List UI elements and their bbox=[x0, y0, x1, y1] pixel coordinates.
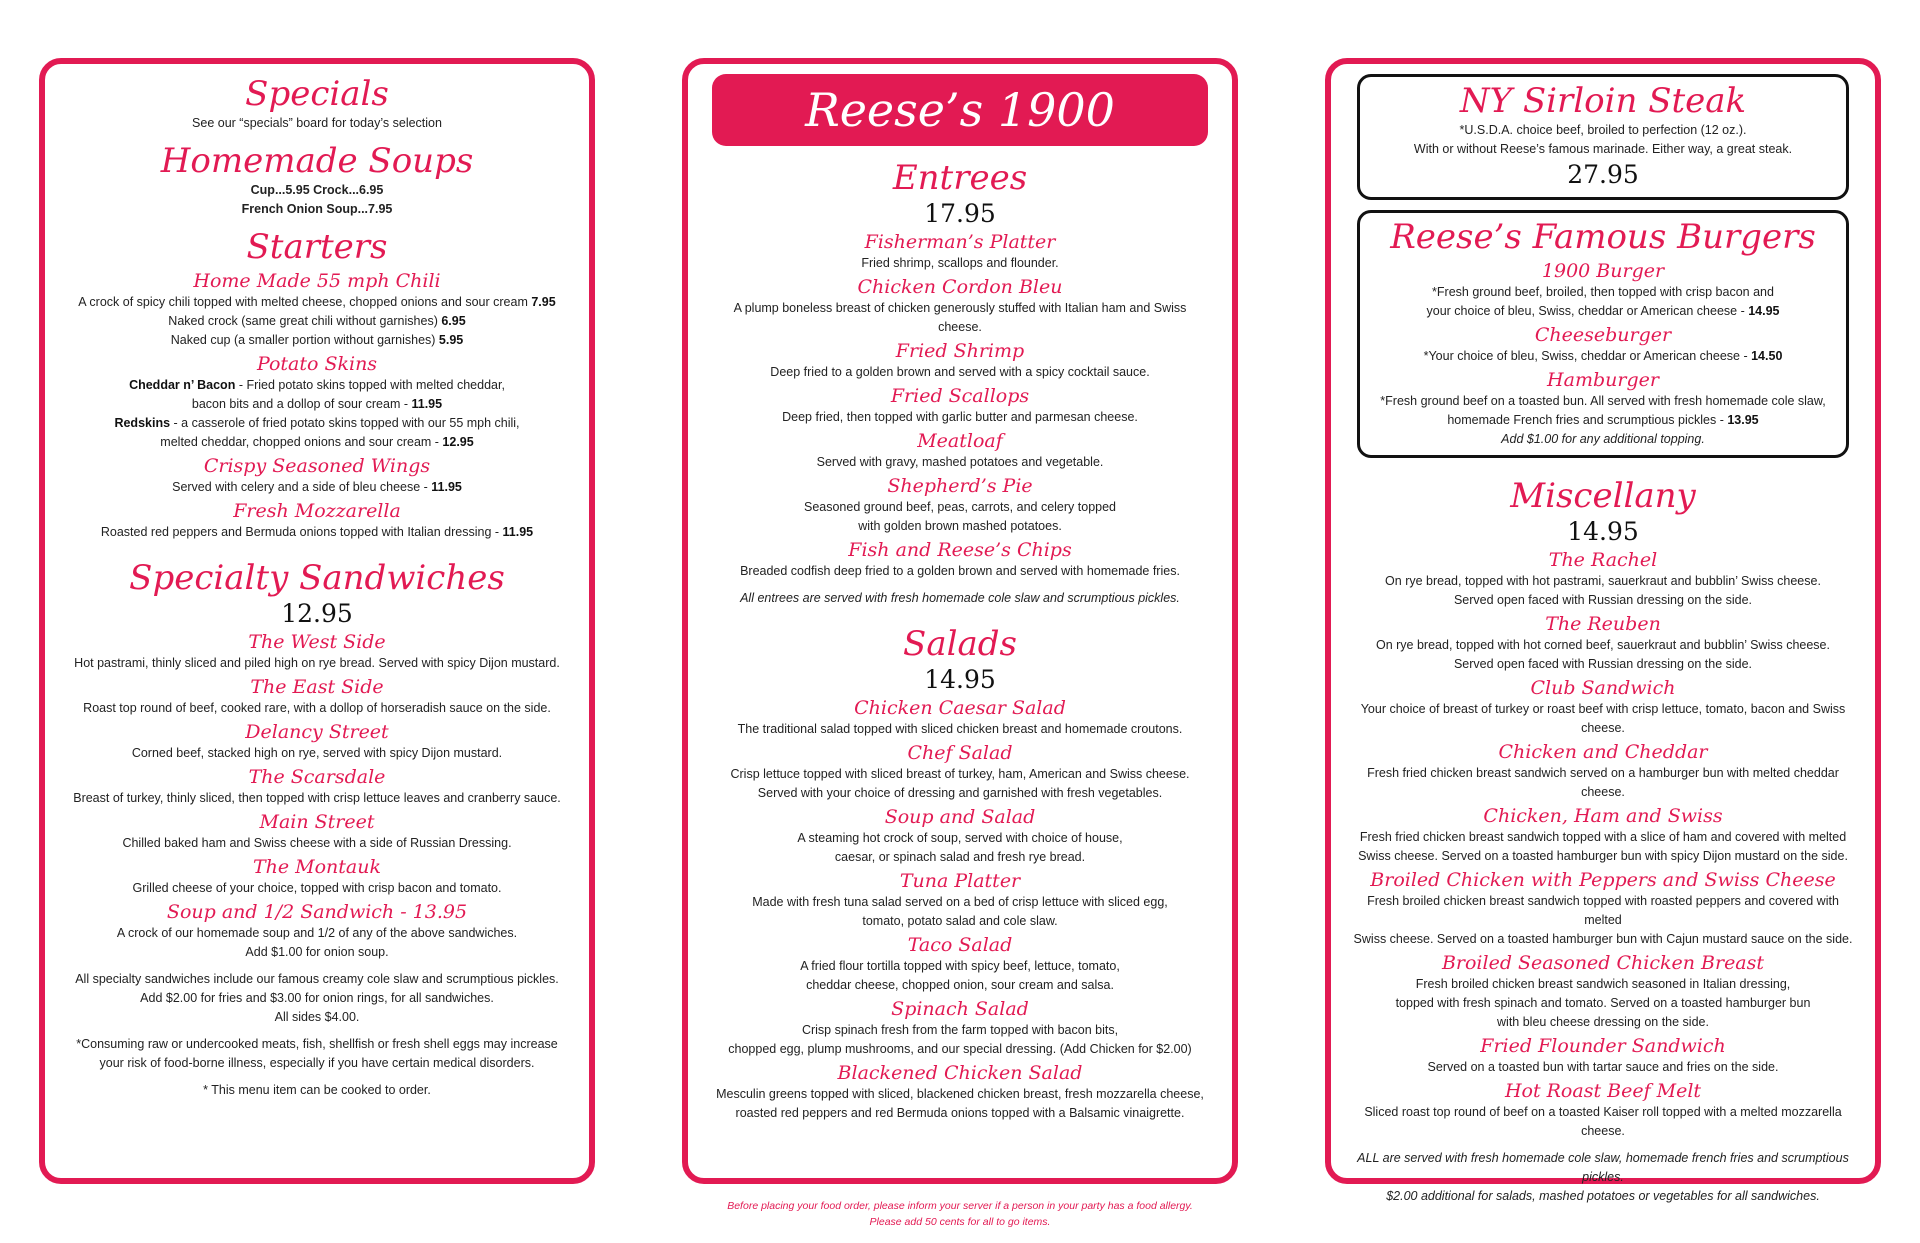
sandwich-item-desc: Hot pastrami, thinly sliced and piled high on rye bread. Served with spicy Dijon mustard. bbox=[74, 656, 560, 670]
chili-title: Home Made 55 mph Chili bbox=[193, 270, 441, 292]
sandwiches-title: Specialty Sandwiches bbox=[129, 558, 505, 598]
salad-item-desc: caesar, or spinach salad and fresh rye bread. bbox=[834, 850, 1086, 864]
steak-desc-1: *U.S.D.A. choice beef, broiled to perfection (12 oz.). bbox=[1459, 123, 1747, 137]
entree-item-title: Chicken Cordon Bleu bbox=[857, 276, 1063, 298]
naked-cup-desc: Naked cup (a smaller portion without garnishes) bbox=[170, 333, 436, 347]
sandwich-item-desc: Roast top round of beef, cooked rare, with a dollop of horseradish sauce on the side. bbox=[83, 701, 551, 715]
miscellany-note-2: $2.00 additional for salads, mashed potatoes or vegetables for all sandwiches. bbox=[1386, 1189, 1820, 1203]
entree-item-desc: Deep fried to a golden brown and served with a spicy cocktail sauce. bbox=[770, 365, 1150, 379]
specials-desc: See our “specials” board for today’s selection bbox=[192, 116, 442, 130]
entree-item-desc: Breaded codfish deep fried to a golden brown and served with homemade fries. bbox=[740, 564, 1180, 578]
onion-soup-note: Add $1.00 for onion soup. bbox=[245, 945, 389, 959]
mozzarella-price: 11.95 bbox=[502, 525, 534, 539]
steak-title: NY Sirloin Steak bbox=[1459, 81, 1747, 121]
hamburger-desc-1: *Fresh ground beef on a toasted bun. All served with fresh homemade cole slaw, bbox=[1380, 394, 1826, 408]
naked-crock-price: 6.95 bbox=[441, 314, 466, 328]
sandwich-item-title: Soup and 1/2 Sandwich - 13.95 bbox=[166, 901, 468, 923]
salads-title: Salads bbox=[903, 624, 1017, 664]
sandwich-note-2: Add $2.00 for fries and $3.00 for onion rings, for all sandwiches. bbox=[140, 991, 494, 1005]
sandwich-item-desc: Corned beef, stacked high on rye, served with spicy Dijon mustard. bbox=[131, 746, 503, 760]
miscellany-price: 14.95 bbox=[1567, 517, 1639, 546]
topping-note: Add $1.00 for any additional topping. bbox=[1501, 432, 1705, 446]
misc-item-title: The Rachel bbox=[1548, 549, 1658, 571]
misc-item-desc: On rye bread, topped with hot corned beef, sauerkraut and bubblin’ Swiss cheese. bbox=[1376, 638, 1830, 652]
misc-item-desc: Served on a toasted bun with tartar sauce and fries on the side. bbox=[1427, 1060, 1779, 1074]
entree-item-title: Meatloaf bbox=[917, 430, 1003, 452]
misc-item-title: The Reuben bbox=[1545, 613, 1661, 635]
entree-item-desc: Seasoned ground beef, peas, carrots, and celery topped bbox=[803, 500, 1117, 514]
salad-item-desc: Mesculin greens topped with sliced, blackened chicken breast, fresh mozzarella cheese, bbox=[716, 1087, 1204, 1101]
steak-box bbox=[1357, 74, 1849, 200]
misc-item-desc: Fresh fried chicken breast sandwich served on a hamburger bun with melted cheddar cheese. bbox=[1367, 766, 1839, 799]
misc-item-desc: Sliced roast top round of beef on a toasted Kaiser roll topped with a melted mozzarella cheese. bbox=[1364, 1105, 1842, 1138]
burgers-title: Reese’s Famous Burgers bbox=[1390, 217, 1816, 257]
steak-price: 27.95 bbox=[1567, 160, 1639, 189]
salad-item-title: Blackened Chicken Salad bbox=[837, 1062, 1083, 1084]
cheddar-bacon-desc-b: bacon bits and a dollop of sour cream - bbox=[191, 397, 412, 411]
sandwich-item-desc: Grilled cheese of your choice, topped with crisp bacon and tomato. bbox=[132, 881, 502, 895]
cheeseburger-desc: *Your choice of bleu, Swiss, cheddar or American cheese - bbox=[1423, 349, 1752, 363]
misc-item-desc: Swiss cheese. Served on a toasted hamburger bun with spicy Dijon mustard on the side. bbox=[1358, 849, 1848, 863]
salad-item-title: Tuna Platter bbox=[899, 870, 1021, 892]
salad-item-desc: chopped egg, plump mushrooms, and our special dressing. (Add Chicken for $2.00) bbox=[728, 1042, 1192, 1056]
misc-item-title: Fried Flounder Sandwich bbox=[1480, 1035, 1726, 1057]
misc-item-desc: Your choice of breast of turkey or roast beef with crisp lettuce, tomato, bacon and Swiss cheese. bbox=[1360, 702, 1846, 735]
salad-item-title: Spinach Salad bbox=[891, 998, 1029, 1020]
entree-item-desc: A plump boneless breast of chicken generously stuffed with Italian ham and Swiss cheese. bbox=[733, 301, 1187, 334]
misc-item-desc: Swiss cheese. Served on a toasted hamburger bun with Cajun mustard sauce on the side. bbox=[1353, 932, 1853, 946]
soups-line1: Cup...5.95 Crock...6.95 bbox=[250, 183, 384, 197]
misc-item-desc: On rye bread, topped with hot pastrami, sauerkraut and bubblin’ Swiss cheese. bbox=[1385, 574, 1821, 588]
mozzarella-desc: Roasted red peppers and Bermuda onions topped with Italian dressing - bbox=[100, 525, 503, 539]
hamburger-price: 13.95 bbox=[1727, 413, 1759, 427]
sandwiches-price: 12.95 bbox=[281, 599, 353, 628]
sandwich-item-title: Delancy Street bbox=[245, 721, 389, 743]
wings-desc: Served with celery and a side of bleu cheese - bbox=[172, 480, 432, 494]
burger-1900-title: 1900 Burger bbox=[1541, 260, 1665, 282]
cheddar-bacon-desc-a: - Fried potato skins topped with melted cheddar, bbox=[235, 378, 505, 392]
restaurant-name-banner: Reese’s 1900 bbox=[712, 74, 1208, 146]
cheddar-bacon-name: Cheddar n’ Bacon bbox=[129, 378, 236, 392]
redskins-desc-b: melted cheddar, chopped onions and sour cream - bbox=[160, 435, 443, 449]
misc-item-desc: Fresh broiled chicken breast sandwich topped with roasted peppers and covered with melted bbox=[1367, 894, 1839, 927]
entree-item-title: Fish and Reese’s Chips bbox=[848, 539, 1072, 561]
salad-item-desc: cheddar cheese, chopped onion, sour cream and salsa. bbox=[806, 978, 1114, 992]
redskins-desc-a: - a casserole of fried potato skins topped with our 55 mph chili, bbox=[170, 416, 520, 430]
salad-item-desc: Crisp spinach fresh from the farm topped with bacon bits, bbox=[801, 1023, 1119, 1037]
misc-item-title: Chicken and Cheddar bbox=[1498, 741, 1708, 763]
to-go-note: Please add 50 cents for all to go items. bbox=[869, 1216, 1051, 1228]
cooked-to-order-note: * This menu item can be cooked to order. bbox=[203, 1083, 431, 1097]
naked-cup-price: 5.95 bbox=[438, 333, 464, 347]
misc-item-title: Broiled Seasoned Chicken Breast bbox=[1441, 952, 1765, 974]
entree-item-title: Fried Shrimp bbox=[895, 340, 1025, 362]
salad-item-desc: tomato, potato salad and cole slaw. bbox=[862, 914, 1058, 928]
misc-item-title: Chicken, Ham and Swiss bbox=[1483, 805, 1723, 827]
warning-line-1: *Consuming raw or undercooked meats, fish, shellfish or fresh shell eggs may increase bbox=[76, 1037, 558, 1051]
miscellany-title: Miscellany bbox=[1510, 476, 1696, 516]
burger-1900-desc-2: your choice of bleu, Swiss, cheddar or American cheese - bbox=[1426, 304, 1749, 318]
sandwich-item-title: The Scarsdale bbox=[248, 766, 386, 788]
misc-item-desc: Fresh broiled chicken breast sandwich seasoned in Italian dressing, bbox=[1415, 977, 1791, 991]
naked-crock-desc: Naked crock (same great chili without garnishes) bbox=[168, 314, 438, 328]
soups-title: Homemade Soups bbox=[160, 141, 474, 181]
entrees-price: 17.95 bbox=[924, 199, 996, 228]
starters-title: Starters bbox=[246, 227, 388, 267]
chili-desc: A crock of spicy chili topped with melted cheese, chopped onions and sour cream bbox=[78, 295, 528, 309]
cheeseburger-title: Cheeseburger bbox=[1534, 324, 1672, 346]
salad-item-desc: Made with fresh tuna salad served on a bed of crisp lettuce with sliced egg, bbox=[752, 895, 1168, 909]
sandwich-item-desc: Breast of turkey, thinly sliced, then topped with crisp lettuce leaves and cranberry sauce. bbox=[73, 791, 561, 805]
sandwich-item-title: The West Side bbox=[248, 631, 386, 653]
hamburger-desc-2: homemade French fries and scrumptious pickles - bbox=[1447, 413, 1728, 427]
menu-panel-left bbox=[39, 58, 595, 1184]
mozzarella-title: Fresh Mozzarella bbox=[233, 500, 401, 522]
misc-item-title: Hot Roast Beef Melt bbox=[1504, 1080, 1702, 1102]
sandwich-item-desc: Chilled baked ham and Swiss cheese with a side of Russian Dressing. bbox=[122, 836, 512, 850]
salad-item-desc: roasted red peppers and red Bermuda onions topped with a Balsamic vinaigrette. bbox=[735, 1106, 1185, 1120]
misc-item-title: Broiled Chicken with Peppers and Swiss Cheese bbox=[1370, 869, 1836, 891]
allergy-footer bbox=[682, 1198, 1238, 1230]
redskins-name: Redskins bbox=[114, 416, 171, 430]
entree-item-title: Fried Scallops bbox=[890, 385, 1030, 407]
sandwich-item-title: Main Street bbox=[259, 811, 375, 833]
wings-price: 11.95 bbox=[431, 480, 462, 494]
entrees-note: All entrees are served with fresh homemade cole slaw and scrumptious pickles. bbox=[740, 591, 1180, 605]
burger-1900-desc-1: *Fresh ground beef, broiled, then topped with crisp bacon and bbox=[1432, 285, 1774, 299]
salad-item-desc: A fried flour tortilla topped with spicy beef, lettuce, tomato, bbox=[800, 959, 1120, 973]
entree-item-desc: Fried shrimp, scallops and flounder. bbox=[861, 256, 1059, 270]
hamburger-title: Hamburger bbox=[1547, 369, 1659, 391]
misc-item-title: Club Sandwich bbox=[1530, 677, 1676, 699]
entree-item-desc: with golden brown mashed potatoes. bbox=[858, 519, 1062, 533]
sandwich-item-desc: A crock of our homemade soup and 1/2 of any of the above sandwiches. bbox=[116, 926, 518, 940]
wings-title: Crispy Seasoned Wings bbox=[203, 455, 431, 477]
entrees-title: Entrees bbox=[892, 158, 1028, 198]
misc-item-desc: Fresh fried chicken breast sandwich topped with a slice of ham and covered with melted bbox=[1359, 830, 1847, 844]
entree-item-title: Fisherman’s Platter bbox=[864, 231, 1056, 253]
salad-item-title: Chicken Caesar Salad bbox=[854, 697, 1066, 719]
salad-item-desc: Crisp lettuce topped with sliced breast of turkey, ham, American and Swiss cheese. bbox=[730, 767, 1190, 781]
soups-line2: French Onion Soup...7.95 bbox=[241, 202, 393, 216]
entree-item-title: Shepherd’s Pie bbox=[887, 475, 1033, 497]
salads-price: 14.95 bbox=[924, 665, 996, 694]
misc-item-desc: Served open faced with Russian dressing on the side. bbox=[1453, 657, 1753, 671]
redskins-price: 12.95 bbox=[442, 435, 474, 449]
salad-item-title: Taco Salad bbox=[907, 934, 1013, 956]
cheddar-bacon-price: 11.95 bbox=[411, 397, 443, 411]
entree-item-desc: Deep fried, then topped with garlic butter and parmesan cheese. bbox=[782, 410, 1138, 424]
salad-item-desc: A steaming hot crock of soup, served with choice of house, bbox=[797, 831, 1123, 845]
burger-1900-price: 14.95 bbox=[1748, 304, 1780, 318]
miscellany-note-1: ALL are served with fresh homemade cole slaw, homemade french fries and scrumptious pickles. bbox=[1357, 1151, 1849, 1184]
menu-panel-middle bbox=[682, 58, 1238, 1184]
misc-item-desc: Served open faced with Russian dressing on the side. bbox=[1453, 593, 1753, 607]
salad-item-desc: Served with your choice of dressing and garnished with fresh vegetables. bbox=[757, 786, 1163, 800]
cheeseburger-price: 14.50 bbox=[1751, 349, 1783, 363]
sides-note: All sides $4.00. bbox=[274, 1010, 360, 1024]
potato-skins-title: Potato Skins bbox=[256, 353, 378, 375]
chili-price: 7.95 bbox=[531, 295, 556, 309]
sandwich-note-1: All specialty sandwiches include our famous creamy cole slaw and scrumptious pickles. bbox=[75, 972, 559, 986]
warning-line-2: your risk of food-borne illness, especially if you have certain medical disorders. bbox=[99, 1056, 535, 1070]
entree-item-desc: Served with gravy, mashed potatoes and vegetable. bbox=[816, 455, 1104, 469]
menu-panel-right bbox=[1325, 58, 1881, 1203]
steak-desc-2: With or without Reese’s famous marinade. Either way, a great steak. bbox=[1413, 142, 1793, 156]
burgers-box bbox=[1357, 210, 1849, 458]
misc-item-desc: with bleu cheese dressing on the side. bbox=[1497, 1015, 1709, 1029]
sandwich-item-title: The Montauk bbox=[252, 856, 382, 878]
salad-item-title: Soup and Salad bbox=[884, 806, 1036, 828]
sandwich-item-title: The East Side bbox=[250, 676, 384, 698]
salad-item-desc: The traditional salad topped with sliced chicken breast and homemade croutons. bbox=[737, 722, 1183, 736]
allergy-note: Before placing your food order, please inform your server if a person in your party has a food allergy. bbox=[727, 1200, 1193, 1212]
misc-item-desc: topped with fresh spinach and tomato. Served on a toasted hamburger bun bbox=[1395, 996, 1811, 1010]
salad-item-title: Chef Salad bbox=[907, 742, 1013, 764]
specials-title: Specials bbox=[245, 74, 389, 114]
